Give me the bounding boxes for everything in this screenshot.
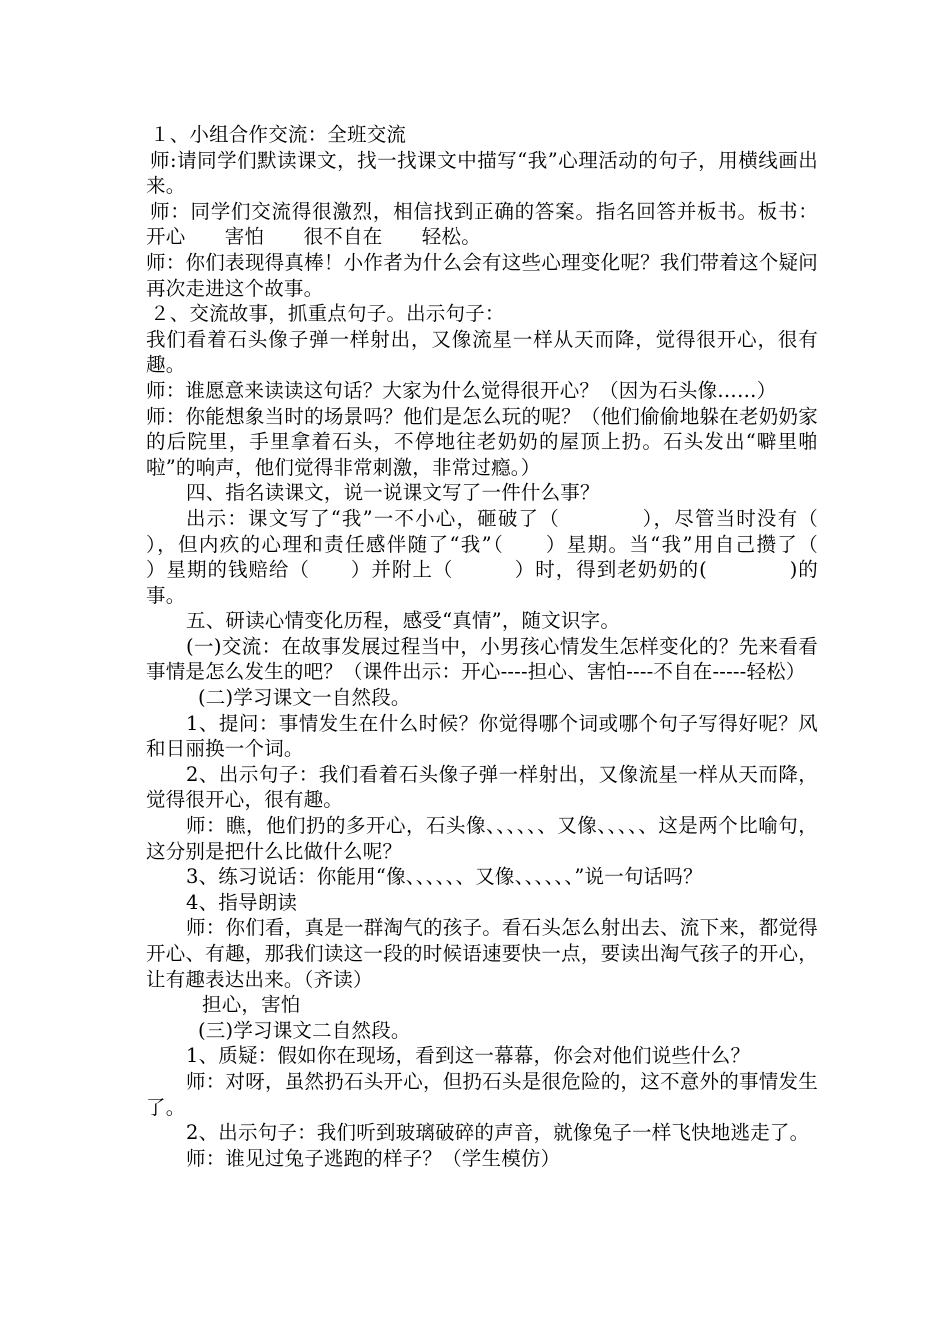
paragraph-11: 五、研读心情变化历程，感受“真情”，随文识字。 (186, 609, 621, 633)
paragraph-21: (三)学习课文二自然段。 (198, 1018, 411, 1042)
paragraph-20: 担心，害怕 (202, 993, 301, 1017)
paragraph-16: 师：瞧，他们扔的多开心，石头像、、、、、、又像、、、、、这是两个比喻句，这分别是把什么比做什么呢？ (146, 814, 818, 863)
paragraph-17: 3、练习说话：你能用“像、、、、、、又像、、、、、、”说一句话吗？ (186, 865, 703, 889)
paragraph-8: 师：你能想象当时的场景吗？他们是怎么玩的呢？（他们偷偷地躲在老奶奶家的后院里，手里拿着石头，不停地往老奶奶的屋顶上扔。石头发出“噼里啪啦”的响声，他们觉得非常刺激，非常过瘾。） (146, 404, 818, 479)
paragraph-22: 1、质疑：假如你在现场，看到这一幕幕，你会对他们说些什么？ (186, 1044, 751, 1068)
paragraph-14: 1、提问：事情发生在什么时候？你觉得哪个词或哪个句子写得好呢？风和日丽换一个词。 (146, 711, 818, 761)
paragraph-24: 2、出示句子：我们听到玻璃破碎的声音，就像兔子一样飞快地逃走了。 (186, 1121, 810, 1145)
paragraph-1: １、小组合作交流：全班交流 (150, 123, 407, 146)
paragraph-5: ２、交流故事，抓重点句子。出示句子： (150, 302, 505, 326)
paragraph-12: (一)交流：在故事发展过程当中，小男孩心情发生怎样变化的？先来看看事情是怎么发生的吧？（课件出示：开心----担心、害怕----不自在-----轻松） (146, 634, 818, 684)
paragraph-2: 师:请同学们默读课文，找一找课文中描写“我”心理活动的句子，用横线画出来。 (146, 148, 818, 198)
paragraph-3: 师：同学们交流得很激烈，相信找到正确的答案。指名回答并板书。板书：开心 害怕 很不自在 轻松。 (146, 199, 818, 249)
paragraph-4: 师：你们表现得真棒！小作者为什么会有这些心理变化呢？我们带着这个疑问再次走进这个故事。 (146, 250, 818, 300)
paragraph-9: 四、指名读课文，说一说课文写了一件什么事？ (186, 481, 600, 505)
paragraph-15: 2、出示句子：我们看着石头像子弹一样射出，又像流星一样从天而降，觉得很开心，很有趣。 (146, 762, 818, 812)
document-body (146, 122, 858, 1171)
paragraph-10: 出示：课文写了“我”一不小心，砸破了（ ），尽管当时没有（ ），但内疚的心理和责任感伴随了“我”（ ）星期。当“我”用自己攒了（ ）星期的钱赔给（ ）并附上（ ）时，得到老奶奶的( )的事。 (146, 506, 858, 607)
paragraph-25: 师：谁见过兔子逃跑的样子？（学生模仿） (186, 1146, 561, 1170)
paragraph-6: 我们看着石头像子弹一样射出，又像流星一样从天而降，觉得很开心，很有趣。 (146, 327, 818, 377)
paragraph-19: 师：你们看，真是一群淘气的孩子。看石头怎么射出去、流下来，都觉得开心、有趣，那我们读这一段的时候语速要快一点，要读出淘气孩子的开心，让有趣表达出来。（齐读） (146, 916, 818, 991)
paragraph-18: 4、指导朗读 (186, 890, 298, 914)
paragraph-7: 师：谁愿意来读读这句话？大家为什么觉得很开心？（因为石头像……） (146, 378, 777, 402)
paragraph-23: 师：对呀，虽然扔石头开心，但扔石头是很危险的，这不意外的事情发生了。 (146, 1069, 818, 1119)
paragraph-13: (二)学习课文一自然段。 (198, 686, 411, 710)
